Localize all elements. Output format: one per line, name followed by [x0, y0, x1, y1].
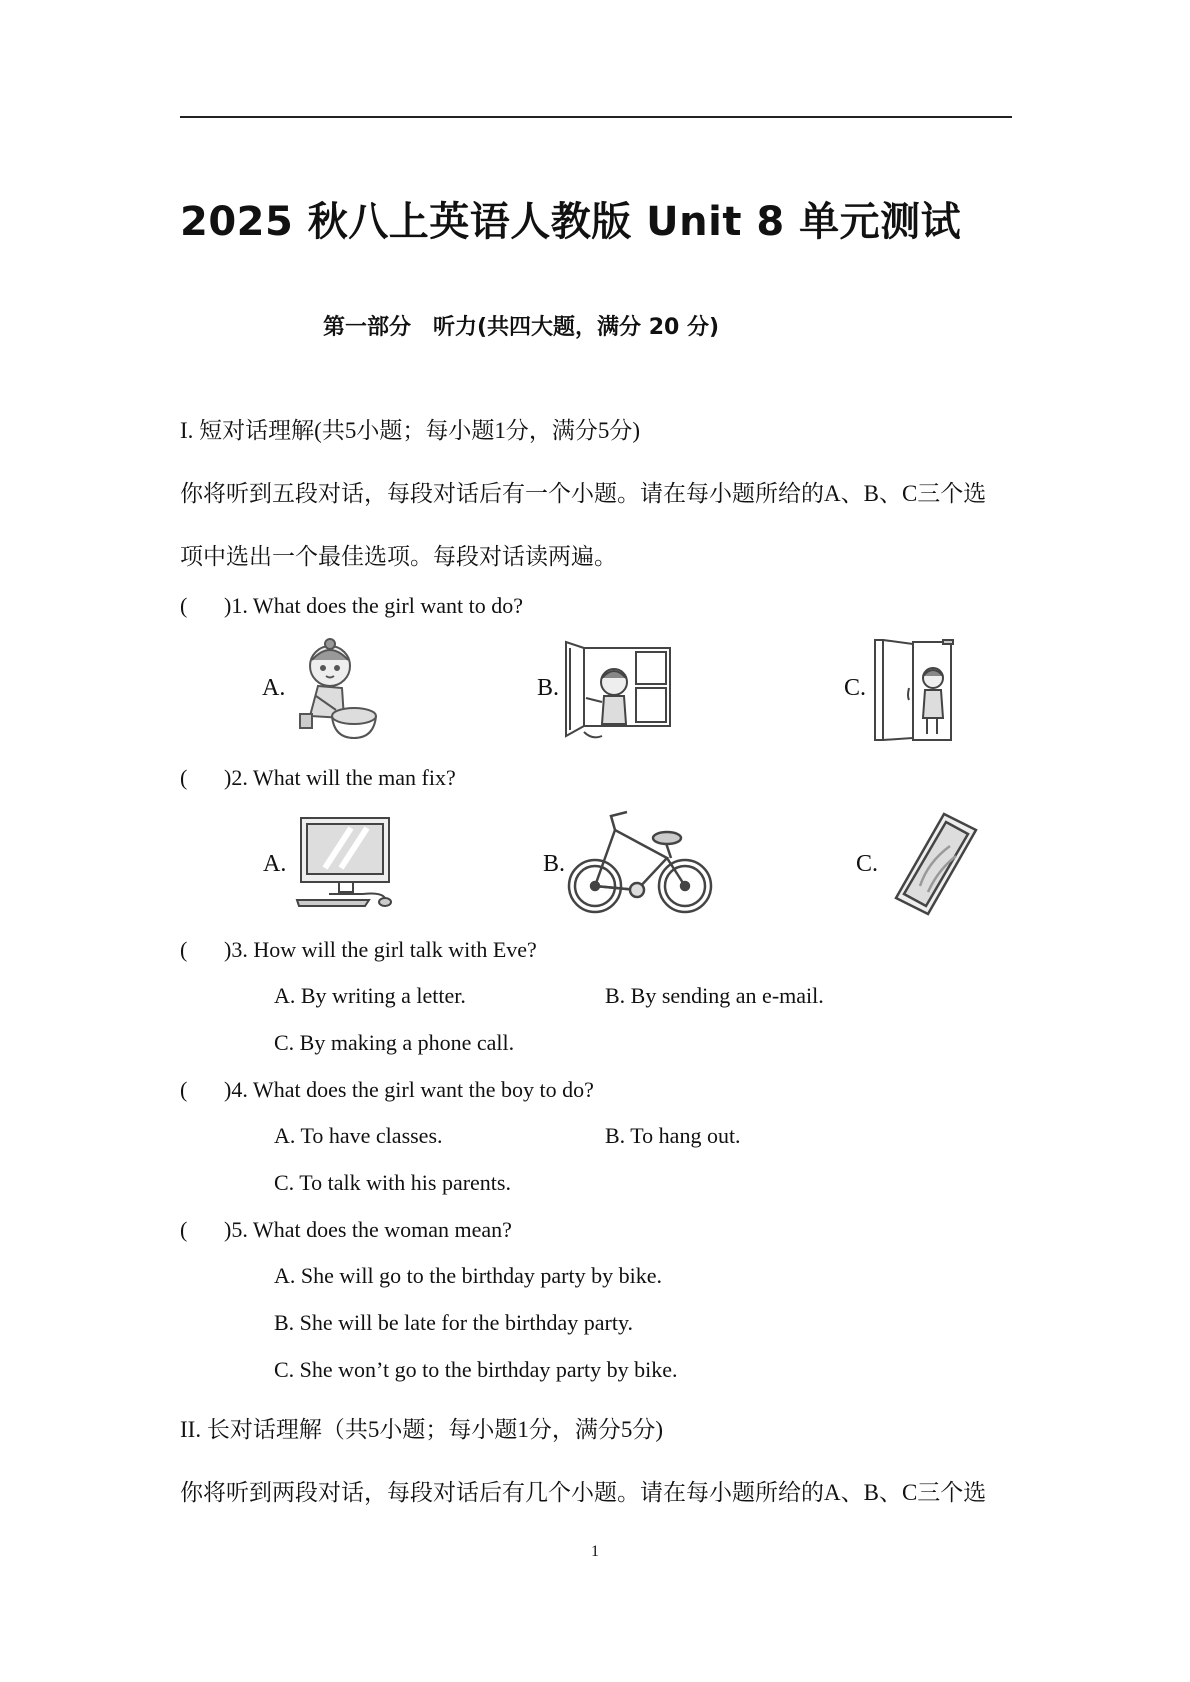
question-text: )3. How will the girl talk with Eve?	[224, 937, 537, 962]
question-5	[0, 1217, 1190, 1247]
option-c: C. By making a phone call.	[274, 1030, 515, 1055]
option-b: B. She will be late for the birthday party.	[274, 1310, 634, 1335]
bicycle-icon	[567, 808, 715, 916]
question-3	[0, 937, 1190, 967]
option-b: B. By sending an e-mail.	[605, 983, 824, 1008]
part-heading: 第一部分 听力(共四大题，满分 20 分)	[323, 315, 720, 340]
question-1	[0, 593, 1190, 623]
option-c: C. To talk with his parents.	[274, 1170, 511, 1195]
option-a: A. She will go to the birthday party by bike.	[274, 1263, 662, 1288]
option-a: A. To have classes.	[274, 1123, 443, 1148]
page-title: 2025 秋八上英语人教版 Unit 8 单元测试	[180, 199, 962, 245]
option-label-c: C.	[856, 851, 879, 877]
header-rule	[180, 116, 1012, 118]
section1-instruction-line2: 项中选出一个最佳选项。每段对话读两遍。	[180, 544, 617, 569]
page-number: 1	[591, 1543, 599, 1560]
question-text: )1. What does the girl want to do?	[224, 593, 523, 618]
option-label-c: C.	[844, 675, 867, 701]
section1-heading: I. 短对话理解(共5小题；每小题1分，满分5分)	[180, 418, 640, 443]
section2-heading: II. 长对话理解（共5小题；每小题1分，满分5分)	[180, 1417, 663, 1442]
answer-bracket[interactable]: (	[180, 1077, 188, 1102]
answer-bracket[interactable]: (	[180, 593, 188, 618]
option-label-a: A.	[263, 851, 287, 877]
option-a: A. By writing a letter.	[274, 983, 466, 1008]
question-text: )2. What will the man fix?	[224, 765, 456, 790]
mobile-phone-icon	[892, 812, 978, 916]
section2-instruction-line1: 你将听到两段对话，每段对话后有几个小题。请在每小题所给的A、B、C三个选	[180, 1480, 987, 1505]
computer-icon	[295, 814, 397, 908]
option-label-b: B.	[537, 675, 560, 701]
girl-washing-clothes-icon	[296, 638, 380, 741]
option-b: B. To hang out.	[605, 1123, 741, 1148]
answer-bracket[interactable]: (	[180, 1217, 188, 1242]
option-label-a: A.	[262, 675, 286, 701]
section1-instruction-line1: 你将听到五段对话，每段对话后有一个小题。请在每小题所给的A、B、C三个选	[180, 481, 987, 506]
option-c: C. She won’t go to the birthday party by bike.	[274, 1357, 678, 1382]
answer-bracket[interactable]: (	[180, 937, 188, 962]
question-text: )4. What does the girl want the boy to do?	[224, 1077, 594, 1102]
question-4	[0, 1077, 1190, 1107]
option-label-b: B.	[543, 851, 566, 877]
girl-at-door-icon	[873, 638, 955, 744]
girl-opening-window-icon	[564, 640, 674, 740]
question-text: )5. What does the woman mean?	[224, 1217, 512, 1242]
answer-bracket[interactable]: (	[180, 765, 188, 790]
question-2	[0, 765, 1190, 795]
